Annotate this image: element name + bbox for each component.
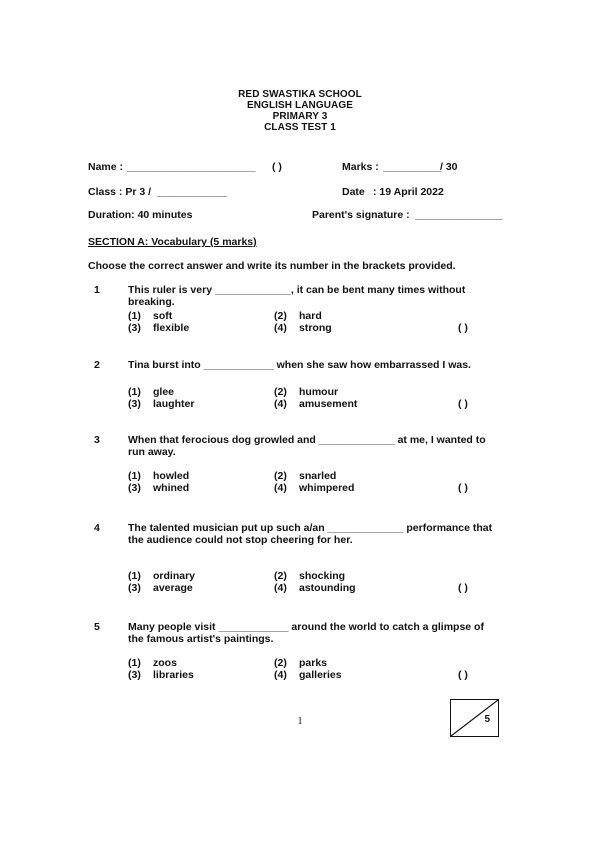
option[interactable]: (2) shocking <box>274 570 346 582</box>
marks-label: Marks : <box>342 161 379 173</box>
option[interactable]: (1) soft <box>128 310 173 322</box>
date-value: : 19 April 2022 <box>373 186 444 198</box>
marks-total: / 30 <box>440 161 458 173</box>
option[interactable]: (1) zoos <box>128 657 177 669</box>
option[interactable]: (4) whimpered <box>274 482 355 494</box>
name-field[interactable]: ______________________ <box>127 161 256 173</box>
answer-bracket[interactable]: ( ) <box>458 322 468 334</box>
score-diagonal <box>451 700 498 736</box>
option[interactable]: (1) howled <box>128 470 190 482</box>
register-number-bracket[interactable]: ( ) <box>272 161 282 173</box>
question-text: When that ferocious dog growled and _____________ at me, I wanted to run away. <box>128 434 486 458</box>
option[interactable]: (1) ordinary <box>128 570 196 582</box>
test-title: CLASS TEST 1 <box>264 122 336 133</box>
answer-bracket[interactable]: ( ) <box>458 398 468 410</box>
option[interactable]: (3) laughter <box>128 398 195 410</box>
class-field[interactable]: ____________ <box>157 186 228 198</box>
question-text: Tina burst into ____________ when she saw how embarrassed I was. <box>128 359 471 371</box>
question-text: Many people visit ____________ around the world to catch a glimpse of the famous artist's paintings. <box>128 621 484 645</box>
question-number: 5 <box>94 621 100 633</box>
option[interactable]: (1) glee <box>128 386 175 398</box>
option[interactable]: (3) whined <box>128 482 190 494</box>
option[interactable]: (4) amusement <box>274 398 358 410</box>
question-number: 4 <box>94 522 100 534</box>
option[interactable]: (3) libraries <box>128 669 194 681</box>
school-name: RED SWASTIKA SCHOOL <box>238 89 362 100</box>
score-total: 5 <box>484 714 490 725</box>
section-title: SECTION A: Vocabulary (5 marks) <box>88 236 257 248</box>
marks-field[interactable]: __________ <box>383 161 442 173</box>
option[interactable]: (2) hard <box>274 310 322 322</box>
answer-bracket[interactable]: ( ) <box>458 582 468 594</box>
section-instruction: Choose the correct answer and write its number in the brackets provided. <box>88 260 456 272</box>
option[interactable]: (4) astounding <box>274 582 356 594</box>
score-box[interactable] <box>450 699 499 737</box>
option[interactable]: (3) average <box>128 582 193 594</box>
answer-bracket[interactable]: ( ) <box>458 482 468 494</box>
duration-text: Duration: 40 minutes <box>88 209 193 221</box>
class-label: Class : Pr 3 / <box>88 186 152 198</box>
question-number: 2 <box>94 359 100 371</box>
subject-title: ENGLISH LANGUAGE <box>246 100 354 111</box>
date-label: Date <box>342 186 365 198</box>
option[interactable]: (4) galleries <box>274 669 342 681</box>
option[interactable]: (2) snarled <box>274 470 337 482</box>
question-number: 1 <box>94 284 100 296</box>
option[interactable]: (2) parks <box>274 657 328 669</box>
question-text: This ruler is very _____________, it can be bent many times without breaking. <box>128 284 466 308</box>
signature-label: Parent's signature : <box>312 209 410 221</box>
page-number: 1 <box>297 716 303 727</box>
level-title: PRIMARY 3 <box>272 111 328 122</box>
option[interactable]: (2) humour <box>274 386 339 398</box>
question-number: 3 <box>94 434 100 446</box>
name-label: Name : <box>88 161 124 173</box>
question-text: The talented musician put up such a/an _____________ performance that the audience could not stop cheering for her. <box>128 522 493 546</box>
option[interactable]: (4) strong <box>274 322 332 334</box>
signature-field[interactable]: _______________ <box>415 209 503 221</box>
answer-bracket[interactable]: ( ) <box>458 669 468 681</box>
option[interactable]: (3) flexible <box>128 322 190 334</box>
